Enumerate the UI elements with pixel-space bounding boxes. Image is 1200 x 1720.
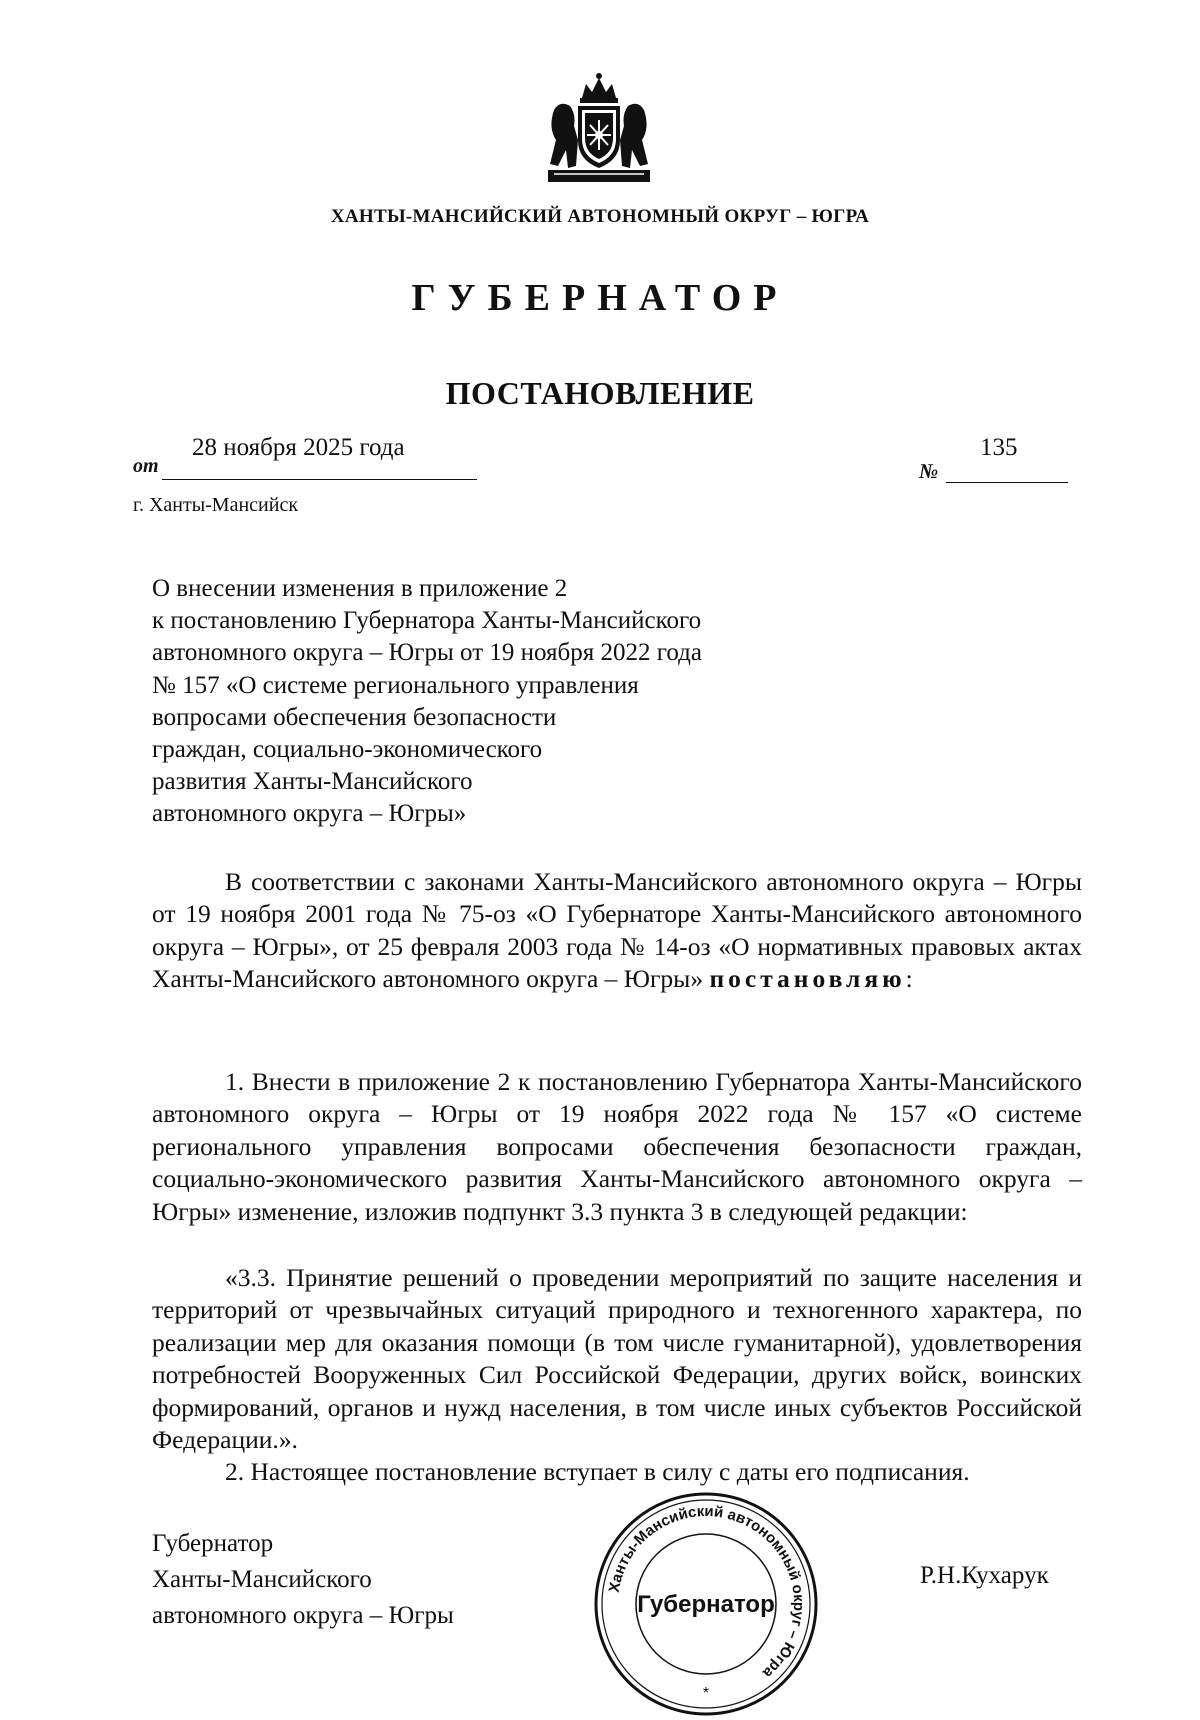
seal-stamp-icon — [590, 1488, 822, 1720]
title-line: вопросами обеспечения безопасности — [152, 703, 557, 731]
preamble-text: В соответствии с законами Ханты-Мансийского автономного округа – Югры от 19 ноября 2001 года № 75-оз «О Губернаторе Ханты-Мансийского автономного округа – Югры», от 25 февраля 2003 года № 14-оз «О нормативных правовых актах Ханты-Мансийского автономного округа – Югры» — [152, 867, 1082, 994]
signatory-line: Губернатор — [152, 1530, 274, 1557]
region-name: ХАНТЫ-МАНСИЙСКИЙ АВТОНОМНЫЙ ОКРУГ – ЮГРА — [330, 206, 870, 227]
title-line: граждан, социально-экономического — [152, 736, 543, 764]
document-date: 28 ноября 2025 года — [192, 434, 405, 461]
preamble-paragraph — [152, 866, 1082, 996]
title-line: О внесении изменения в приложение 2 — [152, 575, 568, 602]
title-line: автономного округа – Югры от 19 ноября 2022 года — [152, 639, 702, 667]
item-1-paragraph: 1. Внести в приложение 2 к постановлению Губернатора Ханты-Мансийского автономного округа – Югры от 19 ноября 2022 года № 157 «О системе регионального управления вопросами обеспечения безопасности граждан, социально-экономического развития Ханты-Мансийского автономного округа – Югры» изменение, изложив подпункт 3.3 пункта 3 в следующей редакции: — [152, 1067, 1082, 1226]
title-line: к постановлению Губернатора Ханты-Мансийского — [152, 607, 702, 635]
item-2-paragraph: 2. Настоящее постановление вступает в силу с даты его подписания. — [225, 1457, 970, 1486]
signatory-name: Р.Н.Кухарук — [920, 1562, 1049, 1589]
item-3-3-paragraph: «3.3. Принятие решений о проведении мероприятий по защите населения и территорий от чрезвычайных ситуаций природного и техногенного характера, по реализации мер для оказания помощи (в том числе гуманитарной), удовлетворения потребностей Вооруженных Сил Российской Федерации, других войск, воинских формирований, органов и нужд населения, в том числе иных субъектов Российской Федерации.». — [152, 1263, 1082, 1455]
document-type: ПОСТАНОВЛЕНИЕ — [445, 375, 755, 411]
stamp-center-text: Губернатор — [637, 1591, 775, 1618]
title-line: развития Ханты-Мансийского — [152, 768, 473, 796]
date-prefix: от — [133, 455, 159, 477]
preamble-colon: : — [905, 964, 913, 994]
coat-of-arms-icon — [544, 70, 654, 185]
authority-title: ГУБЕРНАТОР — [411, 277, 789, 319]
document-number: 135 — [980, 434, 1018, 461]
date-underline — [162, 479, 477, 480]
number-underline — [946, 482, 1068, 483]
signatory-title — [152, 1526, 454, 1634]
number-prefix: № — [919, 459, 939, 483]
city: г. Ханты-Мансийск — [133, 494, 299, 516]
document-title — [152, 573, 812, 831]
stamp-star: * — [702, 1685, 710, 1702]
signatory-line: Ханты-Мансийского — [152, 1566, 372, 1593]
title-line: автономного округа – Югры» — [152, 800, 467, 828]
title-line: № 157 «О системе регионального управления — [152, 671, 639, 699]
signatory-line: автономного округа – Югры — [152, 1602, 454, 1629]
resolve-word: постановляю — [709, 964, 906, 994]
stamp-ring-textpath: Ханты-Мансийский автономный округ – Югра — [605, 1502, 808, 1682]
